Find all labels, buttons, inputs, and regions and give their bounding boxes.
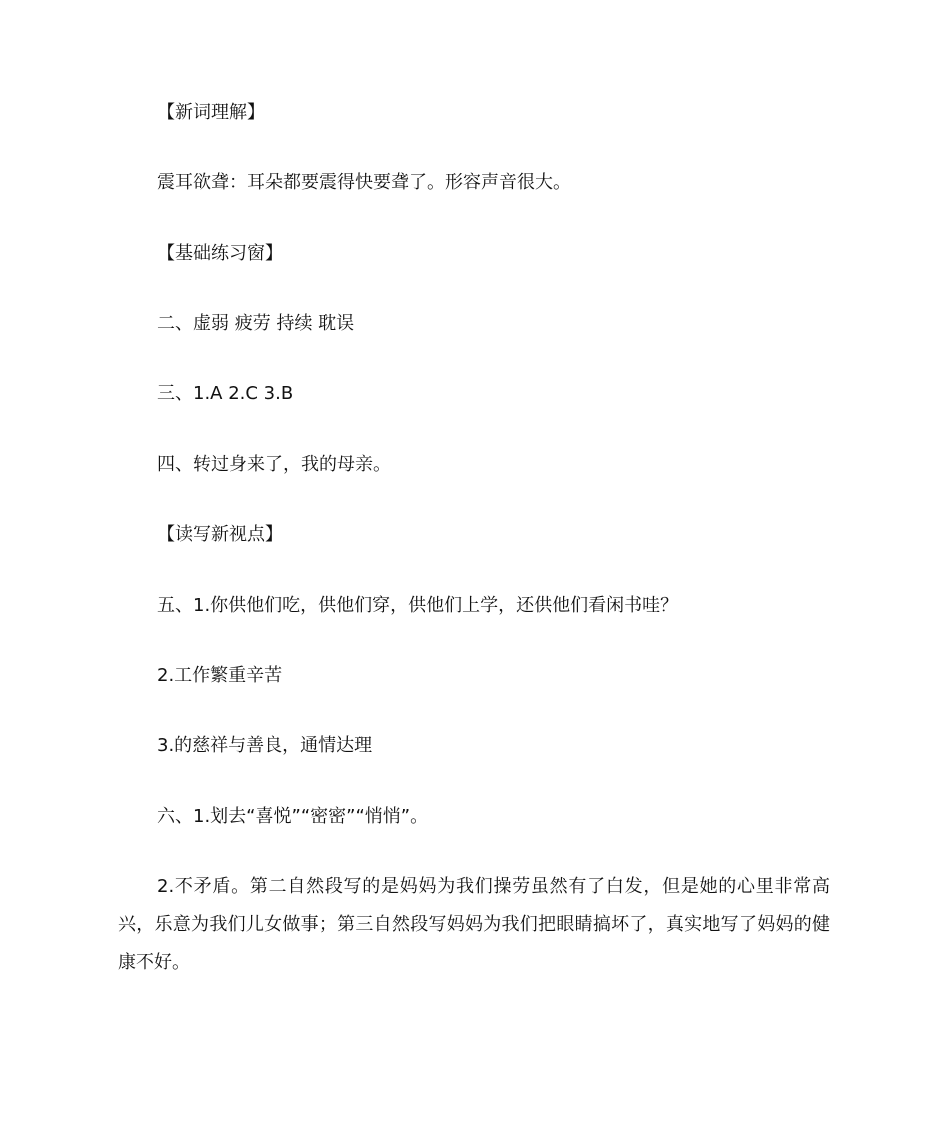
heading-reading-writing: 【读写新视点】 <box>157 524 283 545</box>
answer-section-5-item-3: 3.的慈祥与善良，通情达理 <box>157 735 373 756</box>
answer-section-6-item-2: 2.不矛盾。第二自然段写的是妈妈为我们操劳虽然有了白发，但是她的心里非常高兴，乐意为我们儿女做事；第三自然段写妈妈为我们把眼睛搞坏了，真实地写了妈妈的健康不好。 <box>118 876 830 973</box>
answer-section-2: 二、虚弱 疲劳 持续 耽误 <box>157 313 355 334</box>
answer-section-5-item-1: 五、1.你供他们吃，供他们穿，供他们上学，还供他们看闲书哇？ <box>157 595 679 616</box>
heading-basic-practice: 【基础练习窗】 <box>157 243 283 264</box>
heading-new-words: 【新词理解】 <box>157 102 265 123</box>
answer-section-4: 四、转过身来了，我的母亲。 <box>157 454 391 475</box>
word-definition: 震耳欲聋：耳朵都要震得快要聋了。形容声音很大。 <box>157 172 571 193</box>
answer-section-6-item-1: 六、1.划去“喜悦”“密密”“悄悄”。 <box>157 806 429 827</box>
answer-section-5-item-2: 2.工作繁重辛苦 <box>157 665 283 686</box>
answer-section-3: 三、1.A 2.C 3.B <box>157 383 294 404</box>
